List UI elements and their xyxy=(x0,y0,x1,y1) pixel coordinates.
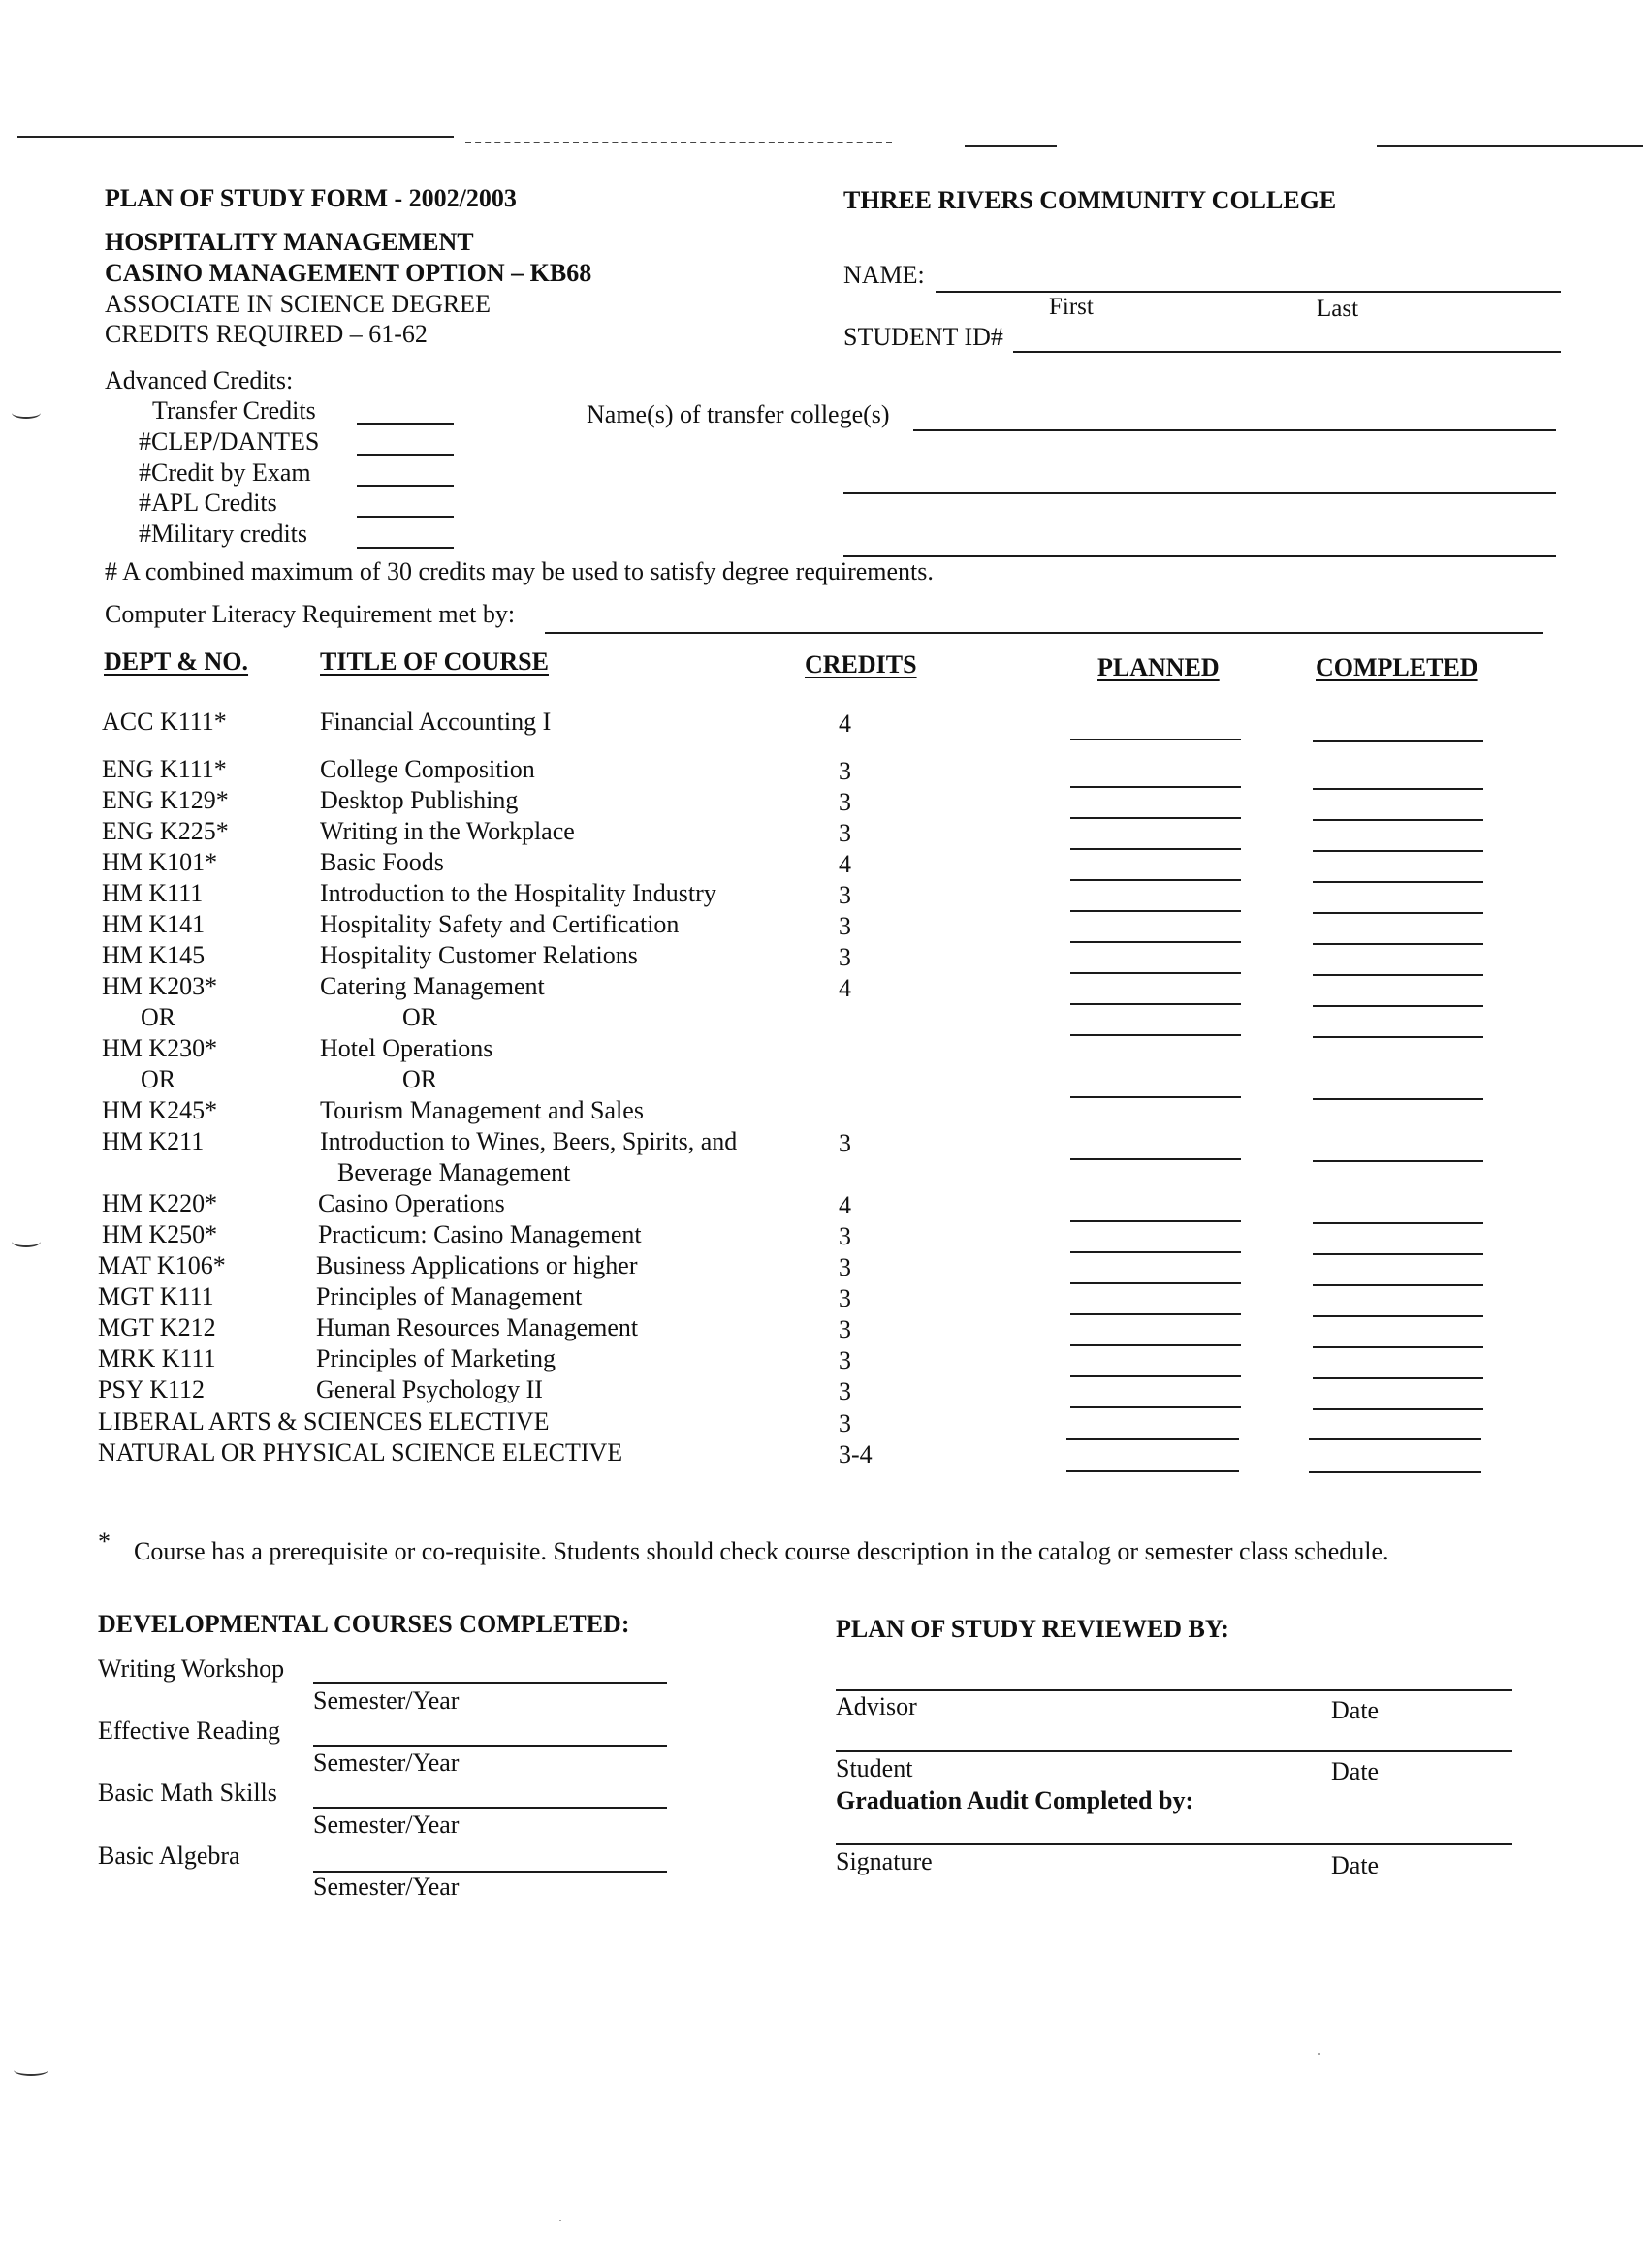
completed-field[interactable] xyxy=(1313,912,1483,914)
completed-field[interactable] xyxy=(1313,850,1483,852)
course-dept: OR xyxy=(141,1003,176,1031)
course-credits: 4 xyxy=(839,1191,851,1219)
completed-field[interactable] xyxy=(1313,943,1483,945)
completed-field[interactable] xyxy=(1313,740,1483,742)
course-credits: 3 xyxy=(839,1284,851,1312)
planned-field[interactable] xyxy=(1070,1251,1241,1253)
course-title: Beverage Management xyxy=(337,1158,571,1186)
planned-field[interactable] xyxy=(1070,817,1241,819)
course-title: Introduction to Wines, Beers, Spirits, and xyxy=(320,1127,738,1155)
scan-line xyxy=(1377,145,1643,147)
transfer-college-field-2[interactable] xyxy=(843,492,1556,494)
course-dept: MGT K212 xyxy=(98,1313,216,1341)
clep-dantes-field[interactable] xyxy=(357,454,454,456)
course-title: Basic Foods xyxy=(320,848,444,876)
planned-field[interactable] xyxy=(1070,1375,1241,1377)
planned-field[interactable] xyxy=(1070,1220,1241,1222)
planned-field[interactable] xyxy=(1070,739,1241,740)
form-title: PLAN OF STUDY FORM - 2002/2003 xyxy=(105,184,517,212)
course-title: Writing in the Workplace xyxy=(320,817,575,845)
first-name-label: First xyxy=(1049,294,1094,320)
course-dept: HM K111 xyxy=(102,879,204,907)
course-credits: 3 xyxy=(839,881,851,909)
course-dept: ACC K111* xyxy=(102,708,227,736)
header-dept: DEPT & NO. xyxy=(104,647,249,676)
course-credits: 3 xyxy=(839,757,851,785)
completed-field[interactable] xyxy=(1313,1098,1483,1100)
planned-field[interactable] xyxy=(1070,941,1241,943)
course-dept: HM K145 xyxy=(102,941,206,969)
student-id-field[interactable] xyxy=(1013,351,1561,353)
completed-field[interactable] xyxy=(1313,1222,1483,1224)
dev-item-field[interactable] xyxy=(313,1807,667,1809)
student-signature-field[interactable] xyxy=(836,1750,1512,1752)
course-credits: 4 xyxy=(839,974,851,1002)
completed-field[interactable] xyxy=(1313,1315,1483,1317)
planned-field[interactable] xyxy=(1070,1344,1241,1346)
planned-field[interactable] xyxy=(1070,1096,1241,1098)
dev-item-label: Basic Algebra xyxy=(98,1842,240,1870)
course-title: Introduction to the Hospitality Industry xyxy=(320,879,716,907)
course-dept: ENG K129* xyxy=(102,786,229,814)
course-credits: 4 xyxy=(839,850,851,878)
header-completed: COMPLETED xyxy=(1316,653,1478,681)
course-dept: HM K245* xyxy=(102,1096,218,1124)
course-title: Human Resources Management xyxy=(316,1313,639,1341)
scan-mark xyxy=(12,407,41,419)
course-dept: HM K230* xyxy=(102,1034,218,1062)
audit-signature-field[interactable] xyxy=(836,1843,1512,1845)
transfer-credits-field[interactable] xyxy=(357,423,454,425)
apl-credits-field[interactable] xyxy=(357,516,454,518)
planned-field[interactable] xyxy=(1070,1313,1241,1315)
advanced-credits-title: Advanced Credits: xyxy=(105,366,294,394)
course-title: Catering Management xyxy=(320,972,545,1000)
course-credits: 4 xyxy=(839,709,851,738)
semester-year-label: Semester/Year xyxy=(313,1811,460,1839)
course-credits: 3 xyxy=(839,1253,851,1281)
dev-item-field[interactable] xyxy=(313,1745,667,1747)
planned-field[interactable] xyxy=(1070,786,1241,788)
scan-dot xyxy=(559,2220,561,2221)
course-dept: HM K141 xyxy=(102,910,206,938)
review-title: PLAN OF STUDY REVIEWED BY: xyxy=(836,1615,1229,1643)
scan-mark xyxy=(12,1236,41,1247)
course-credits: 3 xyxy=(839,1377,851,1405)
completed-field[interactable] xyxy=(1313,1253,1483,1255)
course-credits: 3 xyxy=(839,1129,851,1157)
graduation-audit-title: Graduation Audit Completed by: xyxy=(836,1786,1194,1814)
transfer-college-field-3[interactable] xyxy=(843,555,1556,557)
course-credits: 3 xyxy=(839,1315,851,1343)
transfer-college-label: Name(s) of transfer college(s) xyxy=(587,400,890,428)
completed-field[interactable] xyxy=(1313,881,1483,883)
footnote-star: * xyxy=(98,1528,111,1556)
course-dept: OR xyxy=(141,1065,176,1093)
course-dept: HM K220* xyxy=(102,1189,218,1217)
planned-field[interactable] xyxy=(1070,1158,1241,1160)
planned-field[interactable] xyxy=(1070,879,1241,881)
course-dept: HM K101* xyxy=(102,848,218,876)
elective-label: LIBERAL ARTS & SCIENCES ELECTIVE xyxy=(98,1407,550,1435)
credit-by-exam-label: #Credit by Exam xyxy=(139,458,311,487)
planned-field[interactable] xyxy=(1070,1003,1241,1005)
dev-item-field[interactable] xyxy=(313,1682,667,1684)
planned-field[interactable] xyxy=(1070,848,1241,850)
scan-dot xyxy=(1318,2053,1320,2055)
name-label: NAME: xyxy=(843,261,925,289)
planned-field[interactable] xyxy=(1070,910,1241,912)
course-dept: HM K211 xyxy=(102,1127,205,1155)
course-title: Desktop Publishing xyxy=(320,786,519,814)
course-title: Practicum: Casino Management xyxy=(318,1220,642,1248)
developmental-title: DEVELOPMENTAL COURSES COMPLETED: xyxy=(98,1610,630,1638)
course-dept: HM K250* xyxy=(102,1220,218,1248)
signature-date-label: Date xyxy=(1331,1851,1380,1879)
course-dept: MAT K106* xyxy=(98,1251,226,1279)
course-title: Tourism Management and Sales xyxy=(320,1096,644,1124)
course-title: General Psychology II xyxy=(316,1375,543,1403)
course-title: OR xyxy=(402,1003,438,1031)
course-title: Hospitality Safety and Certification xyxy=(320,910,680,938)
scan-line xyxy=(17,136,454,138)
elective-credits: 3-4 xyxy=(839,1440,873,1468)
student-id-label: STUDENT ID# xyxy=(843,323,1003,351)
dev-item-label: Writing Workshop xyxy=(98,1654,285,1683)
advisor-date-label: Date xyxy=(1331,1696,1380,1724)
scan-mark xyxy=(14,2064,48,2076)
credits-required: CREDITS REQUIRED – 61-62 xyxy=(105,320,428,348)
course-dept: MRK K111 xyxy=(98,1344,216,1372)
completed-field[interactable] xyxy=(1309,1438,1481,1440)
transfer-credits-label: Transfer Credits xyxy=(152,396,316,425)
semester-year-label: Semester/Year xyxy=(313,1686,460,1715)
completed-field[interactable] xyxy=(1309,1471,1481,1473)
course-title: Principles of Management xyxy=(316,1282,583,1310)
credit-by-exam-field[interactable] xyxy=(357,485,454,487)
course-title: OR xyxy=(402,1065,438,1093)
completed-field[interactable] xyxy=(1313,1005,1483,1007)
completed-field[interactable] xyxy=(1313,974,1483,976)
dev-item-label: Effective Reading xyxy=(98,1717,280,1745)
advisor-signature-field[interactable] xyxy=(836,1689,1512,1691)
completed-field[interactable] xyxy=(1313,1160,1483,1162)
military-credits-label: #Military credits xyxy=(139,520,308,548)
course-title: Hotel Operations xyxy=(320,1034,493,1062)
completed-field[interactable] xyxy=(1313,1408,1483,1410)
signature-label: Signature xyxy=(836,1847,933,1875)
name-field[interactable] xyxy=(936,291,1561,293)
completed-field[interactable] xyxy=(1313,819,1483,821)
completed-field[interactable] xyxy=(1313,1284,1483,1286)
planned-field[interactable] xyxy=(1066,1438,1239,1440)
clep-dantes-label: #CLEP/DANTES xyxy=(139,427,320,456)
computer-literacy-field[interactable] xyxy=(545,632,1543,634)
completed-field[interactable] xyxy=(1313,788,1483,790)
course-title: Casino Operations xyxy=(318,1189,505,1217)
transfer-college-field[interactable] xyxy=(913,429,1556,431)
course-dept: PSY K112 xyxy=(98,1375,206,1403)
course-credits: 3 xyxy=(839,943,851,971)
course-credits: 3 xyxy=(839,819,851,847)
semester-year-label: Semester/Year xyxy=(313,1873,460,1901)
apl-credits-label: #APL Credits xyxy=(139,488,277,517)
header-credits: CREDITS xyxy=(805,650,917,678)
course-title: College Composition xyxy=(320,755,535,783)
scan-line xyxy=(965,145,1057,147)
header-planned: PLANNED xyxy=(1097,653,1220,681)
completed-field[interactable] xyxy=(1313,1346,1483,1348)
course-title: Principles of Marketing xyxy=(316,1344,556,1372)
planned-field[interactable] xyxy=(1070,1406,1241,1408)
dev-item-label: Basic Math Skills xyxy=(98,1779,277,1807)
college-name: THREE RIVERS COMMUNITY COLLEGE xyxy=(843,186,1337,214)
footnote-text: Course has a prerequisite or co-requisite. Students should check course description in the catalog or semester class schedule. xyxy=(134,1537,1389,1565)
scan-line xyxy=(465,142,892,143)
planned-field[interactable] xyxy=(1070,1034,1241,1036)
semester-year-label: Semester/Year xyxy=(313,1748,460,1777)
degree-label: ASSOCIATE IN SCIENCE DEGREE xyxy=(105,290,491,318)
course-dept: HM K203* xyxy=(102,972,218,1000)
military-credits-field[interactable] xyxy=(357,547,454,549)
computer-literacy-label: Computer Literacy Requirement met by: xyxy=(105,600,516,628)
course-credits: 3 xyxy=(839,912,851,940)
completed-field[interactable] xyxy=(1313,1377,1483,1379)
course-credits: 3 xyxy=(839,1346,851,1374)
advisor-label: Advisor xyxy=(836,1692,917,1720)
planned-field[interactable] xyxy=(1070,1282,1241,1284)
course-dept: ENG K225* xyxy=(102,817,229,845)
elective-credits: 3 xyxy=(839,1409,851,1437)
program-title: HOSPITALITY MANAGEMENT xyxy=(105,228,474,256)
course-credits: 3 xyxy=(839,788,851,816)
course-title: Financial Accounting I xyxy=(320,708,552,736)
course-dept: ENG K111* xyxy=(102,755,227,783)
last-name-label: Last xyxy=(1317,296,1359,322)
planned-field[interactable] xyxy=(1070,972,1241,974)
planned-field[interactable] xyxy=(1066,1470,1239,1472)
course-credits: 3 xyxy=(839,1222,851,1250)
course-title: Hospitality Customer Relations xyxy=(320,941,638,969)
student-label: Student xyxy=(836,1754,913,1782)
elective-label: NATURAL OR PHYSICAL SCIENCE ELECTIVE xyxy=(98,1438,623,1466)
course-dept: MGT K111 xyxy=(98,1282,214,1310)
completed-field[interactable] xyxy=(1313,1036,1483,1038)
student-date-label: Date xyxy=(1331,1757,1380,1785)
advanced-credits-note: # A combined maximum of 30 credits may be used to satisfy degree requirements. xyxy=(105,557,934,585)
option-title: CASINO MANAGEMENT OPTION – KB68 xyxy=(105,259,592,287)
header-title: TITLE OF COURSE xyxy=(320,647,549,676)
course-title: Business Applications or higher xyxy=(316,1251,638,1279)
